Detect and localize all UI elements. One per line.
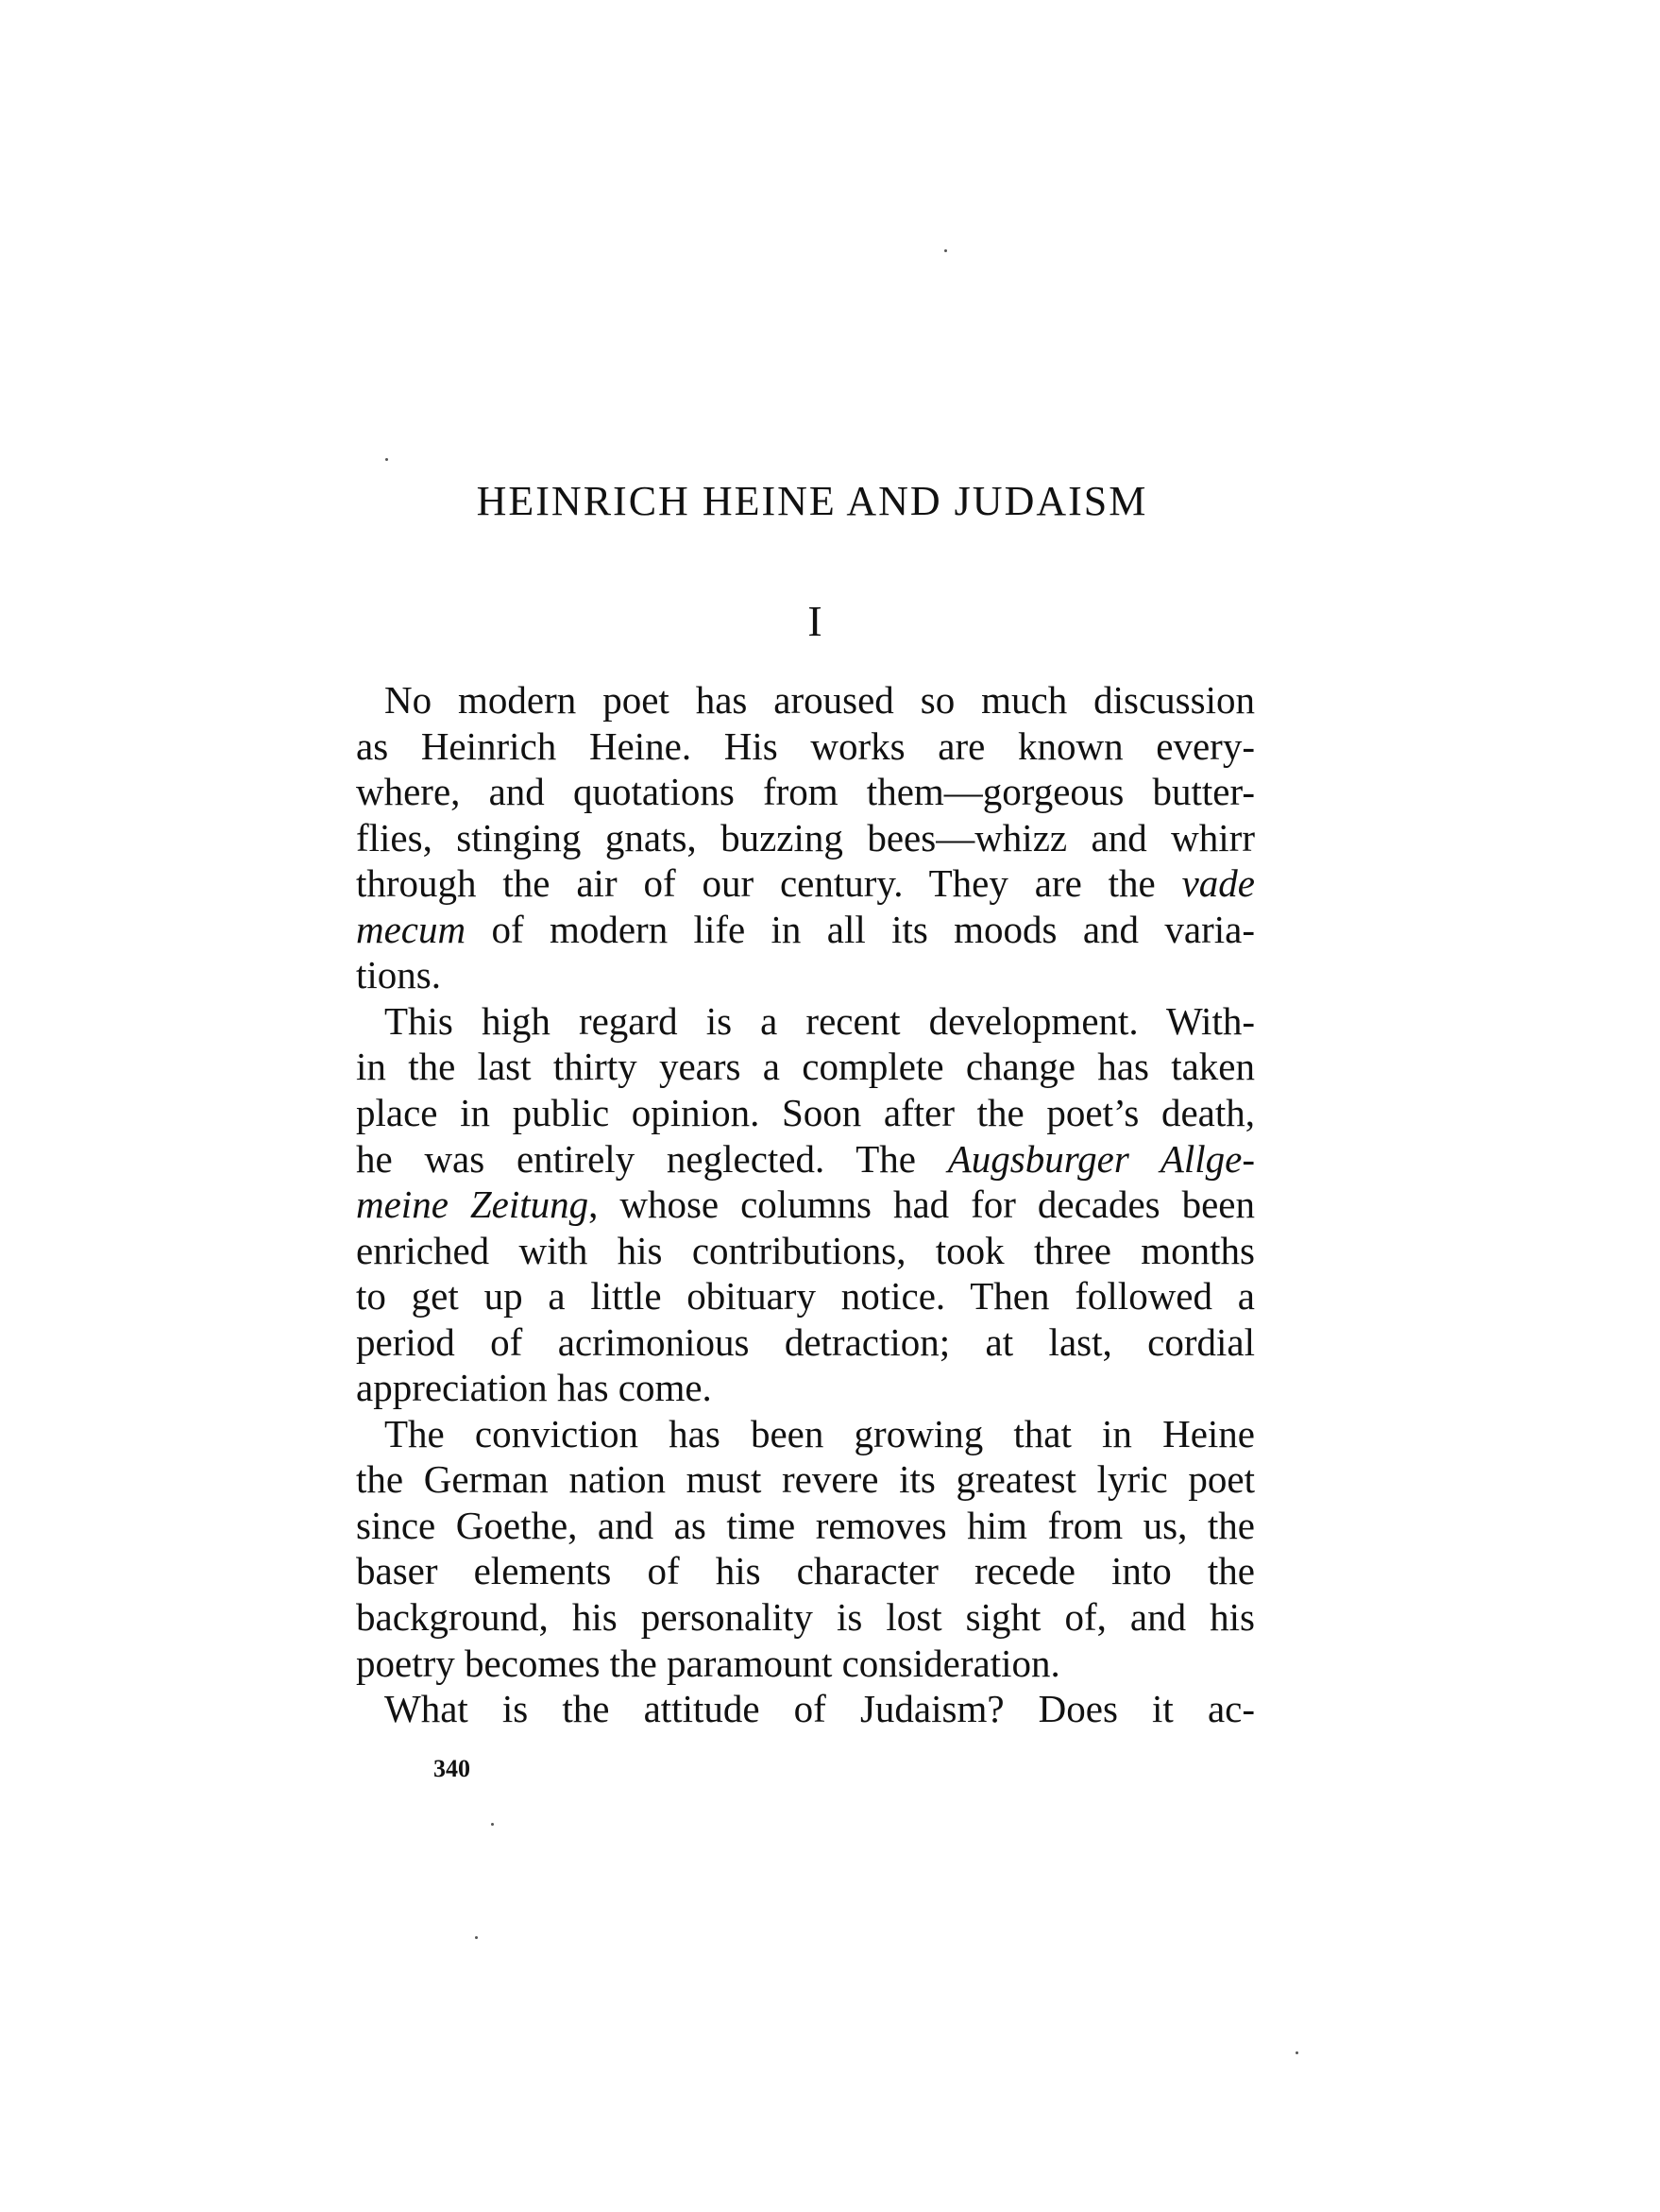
text-segment: where, and quotations from them—gorgeous butter- — [356, 770, 1255, 814]
text-segment: tions. — [356, 953, 441, 997]
text-segment: since Goethe, and as time removes him from us, the — [356, 1503, 1255, 1547]
text-line — [384, 1686, 1255, 1731]
section-number: I — [807, 597, 822, 645]
text-line — [384, 1411, 1255, 1456]
italic-text: meine Zeitung — [356, 1183, 589, 1227]
text-segment: , whose columns had for decades been — [588, 1183, 1255, 1227]
text-segment: What is the attitude of Judaism? Does it ac- — [384, 1687, 1255, 1731]
text-segment: No modern poet has aroused so much discussion — [384, 678, 1255, 722]
page-number: 340 — [433, 1755, 470, 1782]
text-segment: The conviction has been growing that in Heine — [384, 1411, 1255, 1455]
text-line — [356, 1182, 1255, 1227]
scan-speck — [944, 249, 947, 252]
text-line — [356, 1228, 1255, 1273]
text-line — [356, 1641, 1255, 1686]
text-segment: through the air of our century. They are the — [356, 861, 1182, 906]
text-line — [356, 769, 1255, 814]
text-segment: appreciation has come. — [356, 1366, 712, 1410]
text-segment: poetry becomes the paramount consideration. — [356, 1641, 1060, 1685]
text-line — [356, 1273, 1255, 1319]
text-line — [356, 815, 1255, 860]
text-line — [384, 998, 1255, 1044]
text-segment: baser elements of his character recede into the — [356, 1549, 1255, 1593]
text-line — [356, 1503, 1255, 1548]
text-segment: he was entirely neglected. The — [356, 1136, 948, 1181]
text-segment: in the last thirty years a complete change has taken — [356, 1045, 1255, 1089]
scan-speck — [491, 1823, 494, 1826]
text-line — [356, 723, 1255, 769]
chapter-title: HEINRICH HEINE AND JUDAISM — [476, 478, 1148, 524]
italic-text: Augsburger Allge- — [947, 1136, 1255, 1181]
text-segment: period of acrimonious detraction; at last, cordial — [356, 1319, 1255, 1364]
text-line — [356, 952, 1255, 997]
text-segment: place in public opinion. Soon after the poet’s death, — [356, 1090, 1255, 1134]
text-line — [356, 1365, 1255, 1410]
text-segment: of modern life in all its moods and varia- — [466, 907, 1255, 951]
scan-speck — [475, 1936, 478, 1939]
text-line — [356, 907, 1255, 952]
text-line — [384, 677, 1255, 723]
text-segment: to get up a little obituary notice. Then followed a — [356, 1274, 1255, 1319]
text-segment: enriched with his contributions, took three months — [356, 1228, 1255, 1272]
text-line — [356, 860, 1255, 906]
text-segment: This high regard is a recent development. With- — [384, 998, 1255, 1043]
text-line — [356, 1594, 1255, 1640]
text-segment: as Heinrich Heine. His works are known every- — [356, 723, 1255, 768]
text-segment: background, his personality is lost sight of, and his — [356, 1595, 1255, 1639]
scan-speck — [385, 458, 388, 461]
text-line — [356, 1456, 1255, 1502]
text-line — [356, 1136, 1255, 1182]
text-line — [356, 1548, 1255, 1593]
italic-text: mecum — [356, 907, 466, 951]
text-line — [356, 1090, 1255, 1135]
italic-text: vade — [1181, 861, 1255, 906]
scan-speck — [1296, 2051, 1298, 2054]
text-line — [356, 1319, 1255, 1365]
text-segment: flies, stinging gnats, buzzing bees—whizz and whirr — [356, 815, 1255, 859]
text-segment: the German nation must revere its greatest lyric poet — [356, 1457, 1255, 1502]
text-line — [356, 1044, 1255, 1089]
